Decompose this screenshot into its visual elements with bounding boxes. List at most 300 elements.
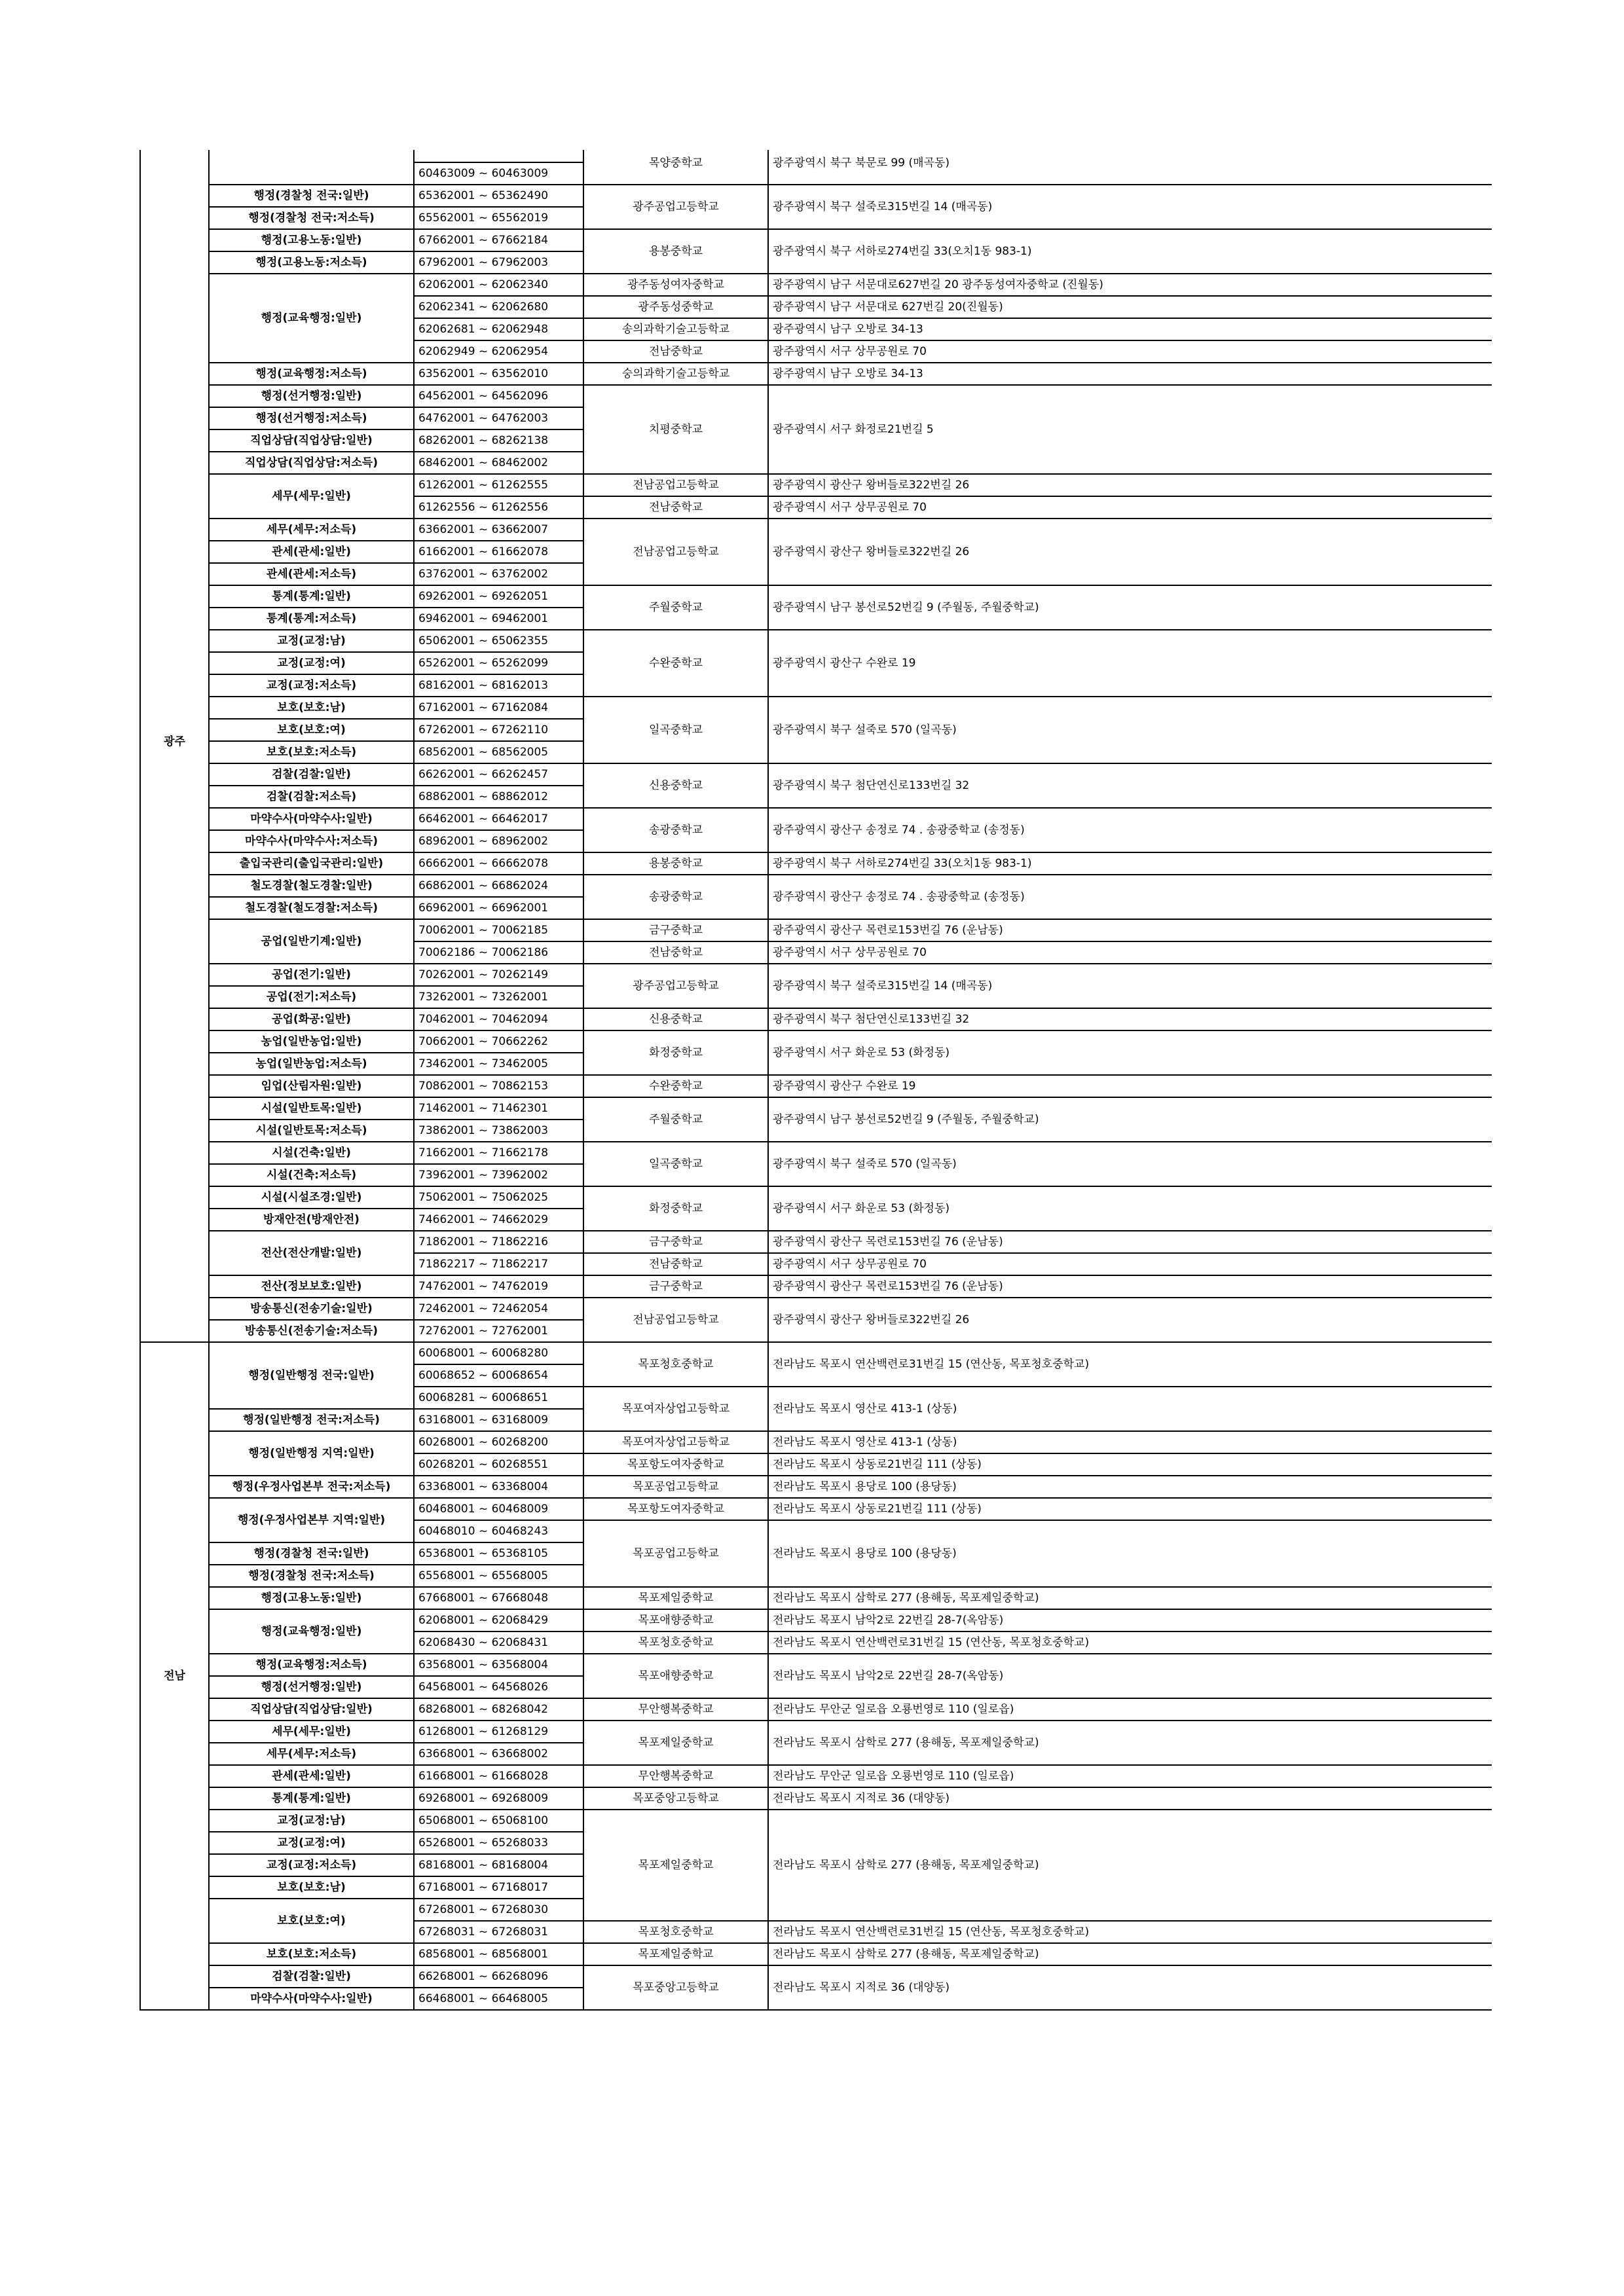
category-cell: 행정(우정사업본부 전국:저소득) — [209, 1476, 414, 1498]
category-cell: 공업(전기:저소득) — [209, 986, 414, 1008]
category-cell: 관세(관세:일반) — [209, 1765, 414, 1787]
exam-table — [139, 150, 1492, 2011]
number-range-cell: 69262001 ~ 69262051 — [414, 585, 583, 608]
number-range-cell: 68262001 ~ 68262138 — [414, 429, 583, 452]
address-cell: 광주광역시 광산구 수완로 19 — [768, 630, 1492, 697]
category-cell: 보호(보호:여) — [209, 719, 414, 741]
table-row — [140, 1231, 1492, 1253]
table-row — [140, 1810, 1492, 1832]
category-cell: 시설(건축:일반) — [209, 1142, 414, 1164]
number-range-cell: 68162001 ~ 68162013 — [414, 674, 583, 697]
number-range-cell: 62062949 ~ 62062954 — [414, 340, 583, 363]
address-cell: 광주광역시 남구 서문대로 627번길 20(진월동) — [768, 296, 1492, 318]
address-cell: 전라남도 목포시 영산로 413-1 (상동) — [768, 1431, 1492, 1453]
category-cell: 방송통신(전송기술:일반) — [209, 1298, 414, 1320]
category-cell: 행정(선거행정:일반) — [209, 1676, 414, 1698]
category-cell: 통계(통계:일반) — [209, 585, 414, 608]
address-cell: 전라남도 목포시 용당로 100 (용당동) — [768, 1476, 1492, 1498]
address-cell: 광주광역시 북구 설죽로 570 (일곡동) — [768, 697, 1492, 763]
school-cell: 목포여자상업고등학교 — [583, 1431, 768, 1453]
school-cell: 목포애향중학교 — [583, 1609, 768, 1631]
address-cell: 전라남도 무안군 일로읍 오룡번영로 110 (일로읍) — [768, 1765, 1492, 1787]
category-cell: 방재안전(방재안전) — [209, 1209, 414, 1231]
school-cell: 무안행복중학교 — [583, 1698, 768, 1721]
table-row — [140, 1186, 1492, 1209]
school-cell: 주월중학교 — [583, 1097, 768, 1142]
category-cell: 행정(고용노동:일반) — [209, 229, 414, 251]
number-range-cell: 71862217 ~ 71862217 — [414, 1253, 583, 1275]
number-range-cell: 60468001 ~ 60468009 — [414, 1498, 583, 1520]
school-cell: 숭의과학기술고등학교 — [583, 363, 768, 385]
number-range-cell: 65268001 ~ 65268033 — [414, 1832, 583, 1854]
address-cell: 광주광역시 북구 북문로 99 (매곡동) — [768, 150, 1492, 185]
number-range-cell: 70462001 ~ 70462094 — [414, 1008, 583, 1030]
category-cell: 철도경찰(철도경찰:일반) — [209, 875, 414, 897]
number-range-cell: 63168001 ~ 63168009 — [414, 1409, 583, 1431]
number-range-cell: 71862001 ~ 71862216 — [414, 1231, 583, 1253]
school-cell: 전남공업고등학교 — [583, 519, 768, 585]
number-range-cell: 67262001 ~ 67262110 — [414, 719, 583, 741]
address-cell: 전라남도 목포시 삼학로 277 (용해동, 목포제일중학교) — [768, 1587, 1492, 1609]
category-cell: 마약수사(마약수사:일반) — [209, 808, 414, 830]
school-cell: 수완중학교 — [583, 1075, 768, 1097]
category-cell: 마약수사(마약수사:일반) — [209, 1988, 414, 2010]
category-cell: 행정(경찰청 전국:저소득) — [209, 1565, 414, 1587]
number-range-cell: 62062681 ~ 62062948 — [414, 318, 583, 340]
address-cell: 전라남도 목포시 상동로21번길 111 (상동) — [768, 1498, 1492, 1520]
school-cell: 송광중학교 — [583, 875, 768, 919]
category-cell: 출입국관리(출입국관리:일반) — [209, 852, 414, 875]
table-row — [140, 630, 1492, 652]
category-cell: 교정(교정:저소득) — [209, 674, 414, 697]
school-cell: 일곡중학교 — [583, 697, 768, 763]
school-cell: 화정중학교 — [583, 1186, 768, 1231]
number-range-cell: 61668001 ~ 61668028 — [414, 1765, 583, 1787]
category-cell: 행정(경찰청 전국:저소득) — [209, 207, 414, 229]
number-range-cell: 61262556 ~ 61262556 — [414, 496, 583, 519]
category-cell: 공업(일반기계:일반) — [209, 919, 414, 964]
exam-site-table — [139, 150, 1492, 2146]
category-cell — [209, 150, 414, 185]
number-range-cell: 70662001 ~ 70662262 — [414, 1030, 583, 1053]
category-cell: 농업(일반농업:저소득) — [209, 1053, 414, 1075]
table-row — [140, 1342, 1492, 1364]
table-row — [140, 1008, 1492, 1030]
number-range-cell: 60468010 ~ 60468243 — [414, 1520, 583, 1542]
category-cell: 보호(보호:남) — [209, 1876, 414, 1899]
category-cell: 행정(교육행정:저소득) — [209, 363, 414, 385]
table-row — [140, 274, 1492, 296]
table-row — [140, 852, 1492, 875]
number-range-cell: 67268031 ~ 67268031 — [414, 1921, 583, 1943]
address-cell: 전라남도 목포시 용당로 100 (용당동) — [768, 1520, 1492, 1587]
number-range-cell: 62068001 ~ 62068429 — [414, 1609, 583, 1631]
number-range-cell: 74662001 ~ 74662029 — [414, 1209, 583, 1231]
school-cell: 광주공업고등학교 — [583, 964, 768, 1008]
school-cell: 목포청호중학교 — [583, 1631, 768, 1654]
category-cell: 시설(일반토목:저소득) — [209, 1120, 414, 1142]
number-range-cell: 70062186 ~ 70062186 — [414, 941, 583, 964]
school-cell: 전남중학교 — [583, 496, 768, 519]
school-cell: 목양중학교 — [583, 150, 768, 185]
school-cell: 목포항도여자중학교 — [583, 1453, 768, 1476]
number-range-cell: 71462001 ~ 71462301 — [414, 1097, 583, 1120]
table-row — [140, 1765, 1492, 1787]
school-cell: 목포공업고등학교 — [583, 1520, 768, 1587]
category-cell: 마약수사(마약수사:저소득) — [209, 830, 414, 852]
category-cell: 직업상담(직업상담:일반) — [209, 1698, 414, 1721]
table-row — [140, 1698, 1492, 1721]
number-range-cell: 75062001 ~ 75062025 — [414, 1186, 583, 1209]
address-cell: 전라남도 목포시 상동로21번길 111 (상동) — [768, 1453, 1492, 1476]
table-row — [140, 519, 1492, 541]
region-cell: 전남 — [140, 1342, 209, 2010]
address-cell: 광주광역시 광산구 목련로153번길 76 (운남동) — [768, 919, 1492, 941]
address-cell: 광주광역시 남구 오방로 34-13 — [768, 318, 1492, 340]
school-cell: 목포제일중학교 — [583, 1587, 768, 1609]
category-cell: 보호(보호:여) — [209, 1899, 414, 1943]
number-range-cell: 68568001 ~ 68568001 — [414, 1943, 583, 1965]
category-cell: 통계(통계:저소득) — [209, 608, 414, 630]
table-row — [140, 1476, 1492, 1498]
number-range-cell: 66262001 ~ 66262457 — [414, 763, 583, 786]
address-cell: 광주광역시 서구 상무공원로 70 — [768, 496, 1492, 519]
address-cell: 광주광역시 서구 상무공원로 70 — [768, 941, 1492, 964]
school-cell: 금구중학교 — [583, 919, 768, 941]
school-cell: 광주동성중학교 — [583, 296, 768, 318]
number-range-cell: 67662001 ~ 67662184 — [414, 229, 583, 251]
table-row — [140, 1587, 1492, 1609]
category-cell: 행정(우정사업본부 지역:일반) — [209, 1498, 414, 1542]
number-range-cell: 60068281 ~ 60068651 — [414, 1387, 583, 1409]
school-cell: 전남공업고등학교 — [583, 1298, 768, 1342]
number-range-cell: 68862001 ~ 68862012 — [414, 786, 583, 808]
address-cell: 광주광역시 광산구 송정로 74 . 송광중학교 (송정동) — [768, 808, 1492, 852]
table-row — [140, 808, 1492, 830]
address-cell: 광주광역시 광산구 목련로153번길 76 (운남동) — [768, 1275, 1492, 1298]
table-row — [140, 1965, 1492, 1988]
number-range-cell: 66468001 ~ 66468005 — [414, 1988, 583, 2010]
school-cell: 용봉중학교 — [583, 852, 768, 875]
category-cell: 검찰(검찰:저소득) — [209, 786, 414, 808]
region-cell: 광주 — [140, 150, 209, 1342]
category-cell: 공업(전기:일반) — [209, 964, 414, 986]
number-range-cell: 66662001 ~ 66662078 — [414, 852, 583, 875]
category-cell: 행정(일반행정 전국:저소득) — [209, 1409, 414, 1431]
school-cell: 용봉중학교 — [583, 229, 768, 274]
table-row — [140, 1075, 1492, 1097]
school-cell: 일곡중학교 — [583, 1142, 768, 1186]
school-cell: 광주동성여자중학교 — [583, 274, 768, 296]
number-range-cell: 63562001 ~ 63562010 — [414, 363, 583, 385]
number-range-cell: 60268201 ~ 60268551 — [414, 1453, 583, 1476]
category-cell: 보호(보호:남) — [209, 697, 414, 719]
category-cell: 보호(보호:저소득) — [209, 1943, 414, 1965]
number-range-cell: 60268001 ~ 60268200 — [414, 1431, 583, 1453]
table-row — [140, 1097, 1492, 1120]
address-cell: 광주광역시 북구 첨단연신로133번길 32 — [768, 1008, 1492, 1030]
address-cell: 광주광역시 광산구 왕버들로322번길 26 — [768, 519, 1492, 585]
number-range-cell: 65562001 ~ 65562019 — [414, 207, 583, 229]
category-cell: 행정(교육행정:저소득) — [209, 1654, 414, 1676]
number-range-cell: 73262001 ~ 73262001 — [414, 986, 583, 1008]
school-cell: 광주공업고등학교 — [583, 185, 768, 229]
number-range-cell: 73962001 ~ 73962002 — [414, 1164, 583, 1186]
number-range-cell: 62062001 ~ 62062340 — [414, 274, 583, 296]
category-cell: 행정(선거행정:저소득) — [209, 407, 414, 429]
number-range-cell: 65368001 ~ 65368105 — [414, 1542, 583, 1565]
school-cell: 금구중학교 — [583, 1275, 768, 1298]
address-cell: 광주광역시 서구 상무공원로 70 — [768, 1253, 1492, 1275]
table-row — [140, 1498, 1492, 1520]
address-cell: 광주광역시 북구 설죽로315번길 14 (매곡동) — [768, 964, 1492, 1008]
category-cell: 행정(일반행정 지역:일반) — [209, 1431, 414, 1476]
table-row — [140, 1654, 1492, 1676]
number-range-cell: 66862001 ~ 66862024 — [414, 875, 583, 897]
address-cell: 전라남도 목포시 연산백련로31번길 15 (연산동, 목포청호중학교) — [768, 1631, 1492, 1654]
school-cell: 신용중학교 — [583, 763, 768, 808]
number-range-cell: 63368001 ~ 63368004 — [414, 1476, 583, 1498]
category-cell: 행정(일반행정 전국:일반) — [209, 1342, 414, 1409]
number-range-cell: 70262001 ~ 70262149 — [414, 964, 583, 986]
category-cell: 검찰(검찰:일반) — [209, 1965, 414, 1988]
school-cell: 전남중학교 — [583, 1253, 768, 1275]
address-cell: 광주광역시 남구 오방로 34-13 — [768, 363, 1492, 385]
number-range-cell: 68268001 ~ 68268042 — [414, 1698, 583, 1721]
school-cell: 목포청호중학교 — [583, 1921, 768, 1943]
category-cell: 세무(세무:일반) — [209, 474, 414, 519]
address-cell: 광주광역시 북구 첨단연신로133번길 32 — [768, 763, 1492, 808]
number-range-cell: 68962001 ~ 68962002 — [414, 830, 583, 852]
category-cell: 행정(교육행정:일반) — [209, 1609, 414, 1654]
address-cell: 전라남도 목포시 남악2로 22번길 28-7(옥암동) — [768, 1609, 1492, 1631]
category-cell: 농업(일반농업:일반) — [209, 1030, 414, 1053]
category-cell: 교정(교정:저소득) — [209, 1854, 414, 1876]
school-cell: 치평중학교 — [583, 385, 768, 474]
category-cell: 교정(교정:남) — [209, 630, 414, 652]
number-range-cell: 66462001 ~ 66462017 — [414, 808, 583, 830]
number-range-cell: 70862001 ~ 70862153 — [414, 1075, 583, 1097]
category-cell: 보호(보호:저소득) — [209, 741, 414, 763]
address-cell: 전라남도 목포시 삼학로 277 (용해동, 목포제일중학교) — [768, 1810, 1492, 1921]
category-cell: 전산(정보보호:일반) — [209, 1275, 414, 1298]
table-row — [140, 1142, 1492, 1164]
number-range-cell: 62068430 ~ 62068431 — [414, 1631, 583, 1654]
category-cell: 행정(선거행정:일반) — [209, 385, 414, 407]
table-row — [140, 474, 1492, 496]
number-range-cell: 65362001 ~ 65362490 — [414, 185, 583, 207]
address-cell: 광주광역시 광산구 왕버들로322번길 26 — [768, 1298, 1492, 1342]
table-row — [140, 697, 1492, 719]
school-cell: 목포청호중학교 — [583, 1342, 768, 1387]
category-cell: 교정(교정:남) — [209, 1810, 414, 1832]
number-range-cell: 65262001 ~ 65262099 — [414, 652, 583, 674]
category-cell: 관세(관세:저소득) — [209, 563, 414, 585]
category-cell: 철도경찰(철도경찰:저소득) — [209, 897, 414, 919]
category-cell: 행정(고용노동:저소득) — [209, 251, 414, 274]
number-range-cell: 67162001 ~ 67162084 — [414, 697, 583, 719]
table-row — [140, 1431, 1492, 1453]
category-cell: 직업상담(직업상담:저소득) — [209, 452, 414, 474]
school-cell: 목포애향중학교 — [583, 1654, 768, 1698]
category-cell: 관세(관세:일반) — [209, 541, 414, 563]
table-row — [140, 1787, 1492, 1810]
address-cell: 전라남도 목포시 지적로 36 (대양동) — [768, 1965, 1492, 2010]
number-range-cell: 67268001 ~ 67268030 — [414, 1899, 583, 1921]
category-cell: 직업상담(직업상담:일반) — [209, 429, 414, 452]
number-range-cell: 67668001 ~ 67668048 — [414, 1587, 583, 1609]
number-range-cell: 65068001 ~ 65068100 — [414, 1810, 583, 1832]
address-cell: 광주광역시 광산구 목련로153번길 76 (운남동) — [768, 1231, 1492, 1253]
address-cell: 전라남도 무안군 일로읍 오룡번영로 110 (일로읍) — [768, 1698, 1492, 1721]
number-range-cell: 67168001 ~ 67168017 — [414, 1876, 583, 1899]
number-range-cell: 72762001 ~ 72762001 — [414, 1320, 583, 1342]
table-row — [140, 229, 1492, 251]
school-cell: 무안행복중학교 — [583, 1765, 768, 1787]
number-range-cell: 61262001 ~ 61262555 — [414, 474, 583, 496]
school-cell: 전남공업고등학교 — [583, 474, 768, 496]
number-range-cell: 64568001 ~ 64568026 — [414, 1676, 583, 1698]
school-cell: 전남중학교 — [583, 340, 768, 363]
number-range-cell: 69268001 ~ 69268009 — [414, 1787, 583, 1810]
category-cell: 공업(화공:일반) — [209, 1008, 414, 1030]
number-range-cell: 64562001 ~ 64562096 — [414, 385, 583, 407]
address-cell: 전라남도 목포시 연산백련로31번길 15 (연산동, 목포청호중학교) — [768, 1342, 1492, 1387]
table-row — [140, 150, 1492, 162]
address-cell: 광주광역시 북구 서하로274번길 33(오치1동 983-1) — [768, 229, 1492, 274]
exam-table-body — [140, 150, 1492, 2010]
number-range-cell: 68562001 ~ 68562005 — [414, 741, 583, 763]
school-cell: 목포제일중학교 — [583, 1943, 768, 1965]
school-cell: 신용중학교 — [583, 1008, 768, 1030]
school-cell: 목포중앙고등학교 — [583, 1965, 768, 2010]
address-cell: 전라남도 목포시 삼학로 277 (용해동, 목포제일중학교) — [768, 1943, 1492, 1965]
category-cell: 세무(세무:일반) — [209, 1721, 414, 1743]
number-range-cell: 66962001 ~ 66962001 — [414, 897, 583, 919]
school-cell: 전남중학교 — [583, 941, 768, 964]
school-cell: 화정중학교 — [583, 1030, 768, 1075]
school-cell: 목포항도여자중학교 — [583, 1498, 768, 1520]
number-range-cell: 69462001 ~ 69462001 — [414, 608, 583, 630]
address-cell: 광주광역시 서구 상무공원로 70 — [768, 340, 1492, 363]
address-cell: 광주광역시 광산구 송정로 74 . 송광중학교 (송정동) — [768, 875, 1492, 919]
table-row — [140, 1030, 1492, 1053]
table-row — [140, 363, 1492, 385]
number-range-cell: 60068001 ~ 60068280 — [414, 1342, 583, 1364]
category-cell: 임업(산림자원:일반) — [209, 1075, 414, 1097]
address-cell: 광주광역시 북구 설죽로315번길 14 (매곡동) — [768, 185, 1492, 229]
number-range-cell: 73862001 ~ 73862003 — [414, 1120, 583, 1142]
number-range-cell: 72462001 ~ 72462054 — [414, 1298, 583, 1320]
number-range-cell — [414, 150, 583, 162]
number-range-cell: 70062001 ~ 70062185 — [414, 919, 583, 941]
number-range-cell: 74762001 ~ 74762019 — [414, 1275, 583, 1298]
address-cell: 광주광역시 남구 서문대로627번길 20 광주동성여자중학교 (진월동) — [768, 274, 1492, 296]
number-range-cell: 71662001 ~ 71662178 — [414, 1142, 583, 1164]
category-cell: 행정(경찰청 전국:일반) — [209, 185, 414, 207]
category-cell: 전산(전산개발:일반) — [209, 1231, 414, 1275]
address-cell: 광주광역시 서구 화운로 53 (화정동) — [768, 1186, 1492, 1231]
school-cell: 목포여자상업고등학교 — [583, 1387, 768, 1431]
number-range-cell: 67962001 ~ 67962003 — [414, 251, 583, 274]
table-row — [140, 919, 1492, 941]
number-range-cell: 68462001 ~ 68462002 — [414, 452, 583, 474]
table-row — [140, 1721, 1492, 1743]
address-cell: 전라남도 목포시 남악2로 22번길 28-7(옥암동) — [768, 1654, 1492, 1698]
table-row — [140, 1275, 1492, 1298]
table-row — [140, 385, 1492, 407]
table-row — [140, 763, 1492, 786]
address-cell: 광주광역시 남구 봉선로52번길 9 (주월동, 주월중학교) — [768, 1097, 1492, 1142]
school-cell: 목포중앙고등학교 — [583, 1787, 768, 1810]
category-cell: 시설(건축:저소득) — [209, 1164, 414, 1186]
number-range-cell: 61268001 ~ 61268129 — [414, 1721, 583, 1743]
number-range-cell: 63762001 ~ 63762002 — [414, 563, 583, 585]
table-row — [140, 185, 1492, 207]
number-range-cell: 64762001 ~ 64762003 — [414, 407, 583, 429]
table-row — [140, 1298, 1492, 1320]
school-cell: 목포제일중학교 — [583, 1721, 768, 1765]
address-cell: 광주광역시 서구 화운로 53 (화정동) — [768, 1030, 1492, 1075]
number-range-cell: 73462001 ~ 73462005 — [414, 1053, 583, 1075]
category-cell: 행정(경찰청 전국:일반) — [209, 1542, 414, 1565]
number-range-cell: 66268001 ~ 66268096 — [414, 1965, 583, 1988]
number-range-cell: 60068652 ~ 60068654 — [414, 1364, 583, 1387]
number-range-cell: 63568001 ~ 63568004 — [414, 1654, 583, 1676]
category-cell: 시설(시설조경:일반) — [209, 1186, 414, 1209]
number-range-cell: 68168001 ~ 68168004 — [414, 1854, 583, 1876]
category-cell: 시설(일반토목:일반) — [209, 1097, 414, 1120]
number-range-cell: 60463009 ~ 60463009 — [414, 162, 583, 185]
number-range-cell: 62062341 ~ 62062680 — [414, 296, 583, 318]
category-cell: 교정(교정:여) — [209, 652, 414, 674]
number-range-cell: 63662001 ~ 63662007 — [414, 519, 583, 541]
table-row — [140, 1943, 1492, 1965]
address-cell: 전라남도 목포시 영산로 413-1 (상동) — [768, 1387, 1492, 1431]
address-cell: 전라남도 목포시 삼학로 277 (용해동, 목포제일중학교) — [768, 1721, 1492, 1765]
address-cell: 전라남도 목포시 지적로 36 (대양동) — [768, 1787, 1492, 1810]
address-cell: 광주광역시 남구 봉선로52번길 9 (주월동, 주월중학교) — [768, 585, 1492, 630]
category-cell: 통계(통계:일반) — [209, 1787, 414, 1810]
school-cell: 목포제일중학교 — [583, 1810, 768, 1921]
category-cell: 세무(세무:저소득) — [209, 1743, 414, 1765]
school-cell: 송광중학교 — [583, 808, 768, 852]
address-cell: 광주광역시 북구 서하로274번길 33(오치1동 983-1) — [768, 852, 1492, 875]
category-cell: 교정(교정:여) — [209, 1832, 414, 1854]
category-cell: 행정(고용노동:일반) — [209, 1587, 414, 1609]
number-range-cell: 63668001 ~ 63668002 — [414, 1743, 583, 1765]
address-cell: 광주광역시 광산구 왕버들로322번길 26 — [768, 474, 1492, 496]
school-cell: 금구중학교 — [583, 1231, 768, 1253]
category-cell: 행정(교육행정:일반) — [209, 274, 414, 363]
school-cell: 주월중학교 — [583, 585, 768, 630]
category-cell: 검찰(검찰:일반) — [209, 763, 414, 786]
school-cell: 송의과학기술고등학교 — [583, 318, 768, 340]
address-cell: 전라남도 목포시 연산백련로31번길 15 (연산동, 목포청호중학교) — [768, 1921, 1492, 1943]
school-cell: 목포공업고등학교 — [583, 1476, 768, 1498]
number-range-cell: 65568001 ~ 65568005 — [414, 1565, 583, 1587]
number-range-cell: 61662001 ~ 61662078 — [414, 541, 583, 563]
address-cell: 광주광역시 북구 설죽로 570 (일곡동) — [768, 1142, 1492, 1186]
address-cell: 광주광역시 광산구 수완로 19 — [768, 1075, 1492, 1097]
table-row — [140, 1609, 1492, 1631]
address-cell: 광주광역시 서구 화정로21번길 5 — [768, 385, 1492, 474]
school-cell: 수완중학교 — [583, 630, 768, 697]
category-cell: 방송통신(전송기술:저소득) — [209, 1320, 414, 1342]
table-row — [140, 964, 1492, 986]
table-row — [140, 585, 1492, 608]
table-row — [140, 875, 1492, 897]
